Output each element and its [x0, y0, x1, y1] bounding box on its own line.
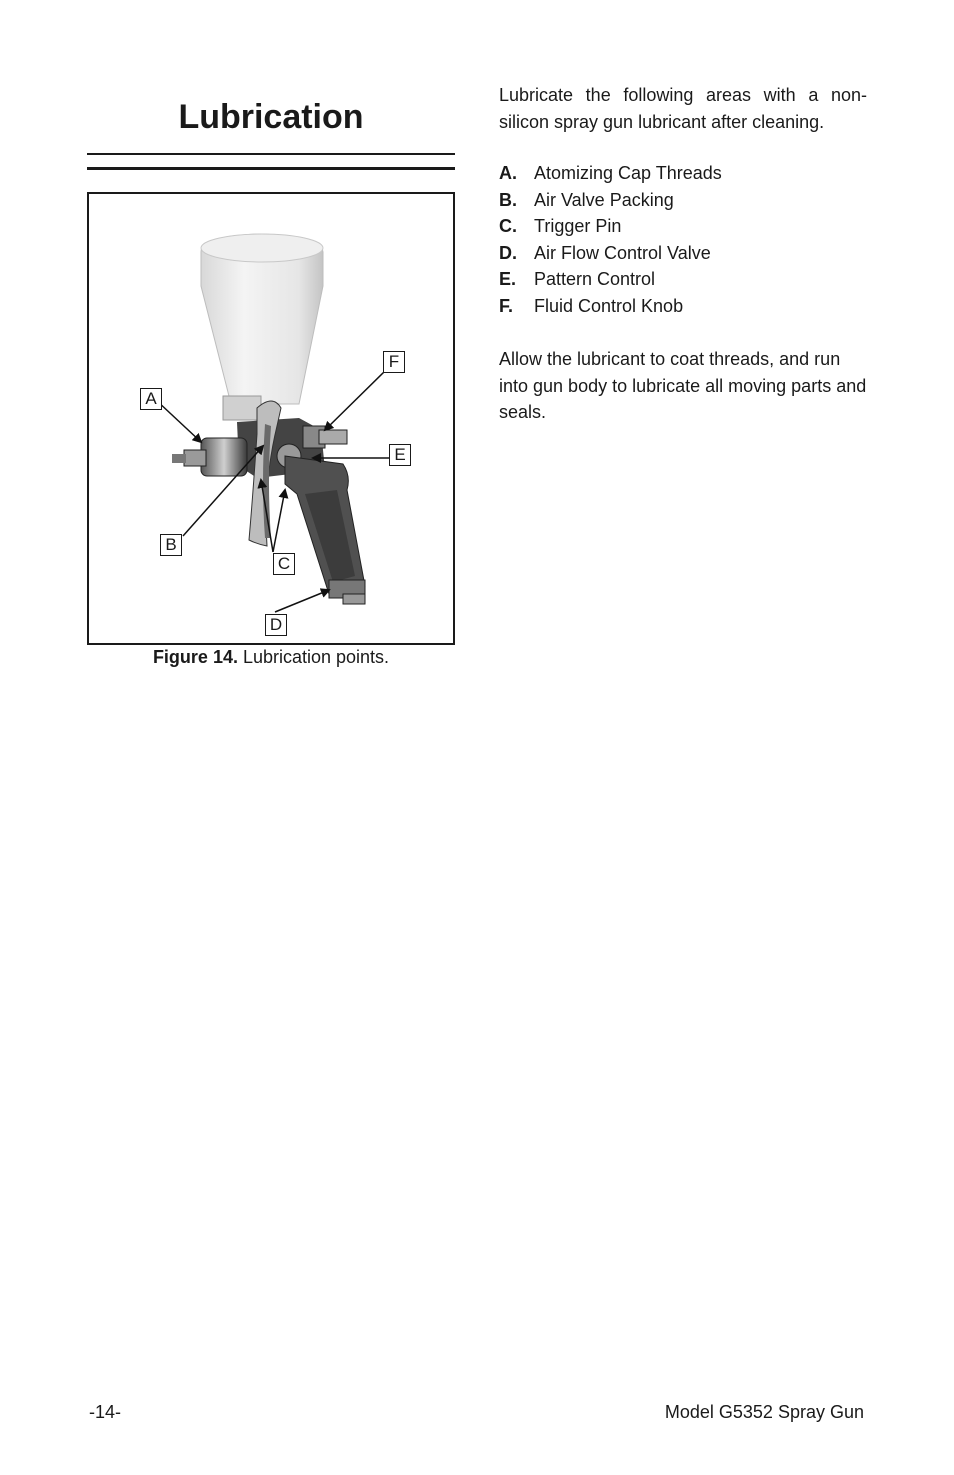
- item-letter: E.: [499, 269, 517, 290]
- intro-paragraph: Lubricate the following areas with a non-silicon spray gun lubricant after cleaning.: [499, 85, 867, 132]
- list-item: [499, 187, 867, 214]
- outro-paragraph: Allow the lubricant to coat threads, and run into gun body to lubricate all moving parts and seals.: [499, 349, 867, 422]
- spray-gun-illustration: [89, 194, 453, 643]
- item-text: Pattern Control: [534, 269, 656, 290]
- title-rule-bottom: [87, 167, 455, 170]
- page-title: Lubrication: [178, 98, 364, 136]
- callout-c: C: [273, 553, 295, 575]
- figure-14: [87, 192, 455, 645]
- item-text: Air Flow Control Valve: [534, 242, 711, 263]
- callout-b: B: [160, 534, 182, 556]
- caption-label: Figure 14.: [152, 647, 238, 667]
- list-item: [499, 213, 867, 240]
- title-rule-top: [87, 153, 455, 155]
- item-text: Atomizing Cap Threads: [534, 163, 722, 183]
- model-name: Model G5352 Spray Gun: [664, 1402, 864, 1422]
- figure-caption: [87, 647, 455, 668]
- page-number: -14-: [89, 1402, 122, 1422]
- callout-e: E: [389, 444, 411, 466]
- item-letter: A.: [499, 163, 517, 183]
- callout-d: D: [265, 614, 287, 636]
- item-letter: D.: [499, 242, 517, 263]
- list-item: [499, 293, 867, 320]
- caption-text: Lubrication points.: [237, 647, 390, 667]
- item-text: Fluid Control Knob: [534, 295, 684, 316]
- list-item: [499, 160, 867, 187]
- item-letter: B.: [499, 189, 517, 210]
- lubrication-points-list: [499, 160, 867, 320]
- list-item: [499, 266, 867, 293]
- item-text: Air Valve Packing: [534, 189, 674, 210]
- callout-a: A: [140, 388, 162, 410]
- item-letter: F.: [499, 295, 514, 316]
- item-text: Trigger Pin: [534, 216, 622, 237]
- list-item: [499, 240, 867, 267]
- item-letter: C.: [499, 216, 517, 237]
- callout-f: F: [383, 351, 405, 373]
